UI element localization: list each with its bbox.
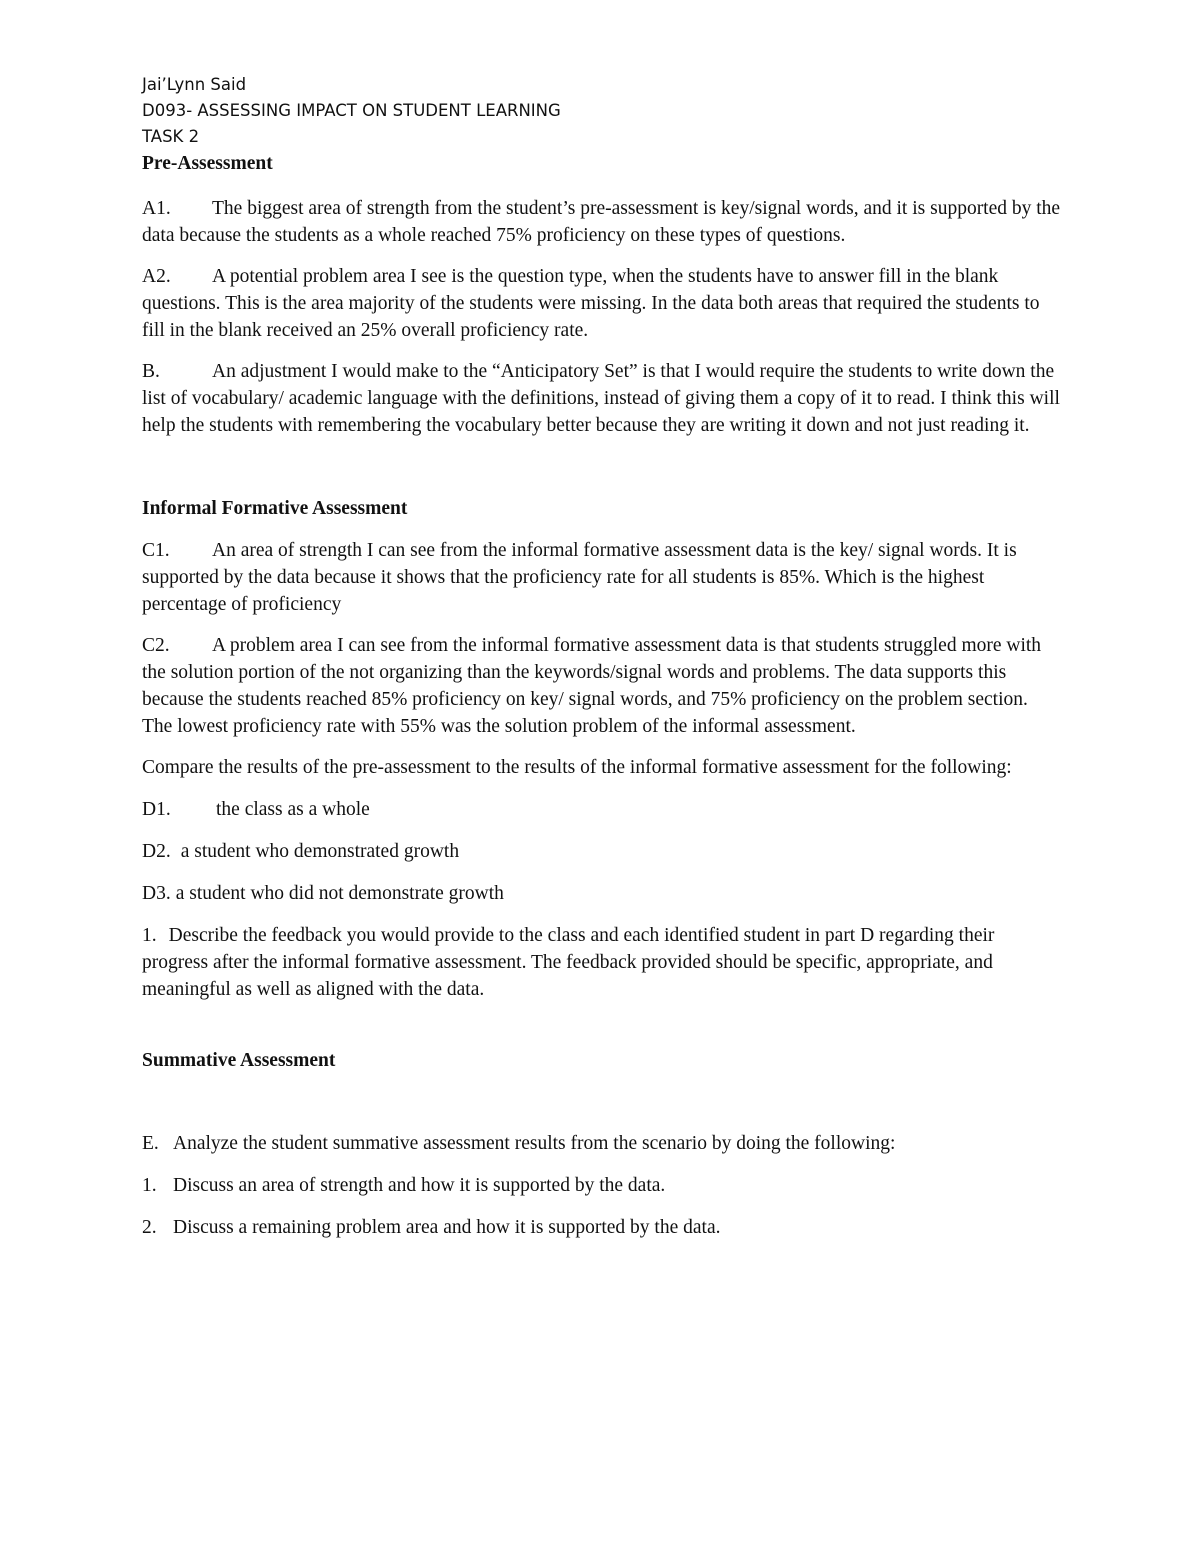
answer-c1-text: An area of strength I can see from the informal formative assessment data is the key/ signal words. It is supported by the data because it shows that the proficiency rate for all students is 85%. Which is the highest percentage of proficiency bbox=[142, 540, 1017, 615]
prompt-e2 bbox=[142, 1214, 1062, 1241]
answer-a1 bbox=[142, 195, 1062, 249]
answer-c2 bbox=[142, 632, 1062, 740]
pre-assessment-heading: Pre-Assessment bbox=[142, 153, 273, 174]
task-number: TASK 2 bbox=[142, 127, 200, 146]
author-name: Jai’Lynn Said bbox=[142, 75, 247, 94]
answer-b-label: B. bbox=[142, 361, 160, 382]
summative-heading: Summative Assessment bbox=[142, 1050, 336, 1071]
prompt-d1 bbox=[142, 796, 1062, 823]
prompt-d3 bbox=[142, 880, 1062, 907]
answer-a1-label: A1. bbox=[142, 198, 171, 219]
prompt-feedback-label: 1. bbox=[142, 925, 157, 946]
prompt-e1-label: 1. bbox=[142, 1175, 157, 1196]
document-body bbox=[142, 72, 1062, 1241]
informal-formative-heading: Informal Formative Assessment bbox=[142, 498, 408, 519]
answer-a2-text: A potential problem area I see is the question type, when the students have to answer fill in the blank questions. This is the area majority of the students were missing. In the data both areas that required the students to fill in the blank received an 25% overall proficiency rate. bbox=[142, 266, 1040, 341]
prompt-feedback bbox=[142, 922, 1062, 1003]
prompt-d2 bbox=[142, 838, 1062, 865]
prompt-d1-label: D1. bbox=[142, 799, 171, 820]
prompt-e1 bbox=[142, 1172, 1062, 1199]
answer-c2-label: C2. bbox=[142, 635, 170, 656]
prompt-e-text: Analyze the student summative assessment results from the scenario by doing the following: bbox=[173, 1133, 896, 1154]
prompt-d3-label: D3. bbox=[142, 883, 171, 904]
compare-prompt: Compare the results of the pre-assessment to the results of the informal formative assessment for the following: bbox=[142, 757, 1012, 778]
answer-a2-label: A2. bbox=[142, 266, 171, 287]
prompt-d2-label: D2. bbox=[142, 841, 171, 862]
answer-a2 bbox=[142, 263, 1062, 344]
prompt-e2-text: Discuss a remaining problem area and how it is supported by the data. bbox=[173, 1217, 721, 1238]
prompt-e-label: E. bbox=[142, 1133, 159, 1154]
answer-b-text: An adjustment I would make to the “Anticipatory Set” is that I would require the students to write down the list of vocabulary/ academic language with the definitions, instead of giving them a copy of it to read. I think this will help the students with remembering the vocabulary better because they are writing it down and not just reading it. bbox=[142, 361, 1060, 436]
answer-b bbox=[142, 358, 1062, 439]
prompt-d3-text: a student who did not demonstrate growth bbox=[175, 883, 504, 904]
answer-c1-label: C1. bbox=[142, 540, 170, 561]
prompt-e1-text: Discuss an area of strength and how it is supported by the data. bbox=[173, 1175, 666, 1196]
prompt-e2-label: 2. bbox=[142, 1217, 157, 1238]
answer-c2-text: A problem area I can see from the informal formative assessment data is that students struggled more with the solution portion of the not organizing than the keywords/signal words and problems. The data supports this because the students reached 85% proficiency on key/ signal words, and 75% proficiency on the problem section. The lowest proficiency rate with 55% was the solution problem of the informal assessment. bbox=[142, 635, 1042, 737]
prompt-d1-text: the class as a whole bbox=[216, 799, 370, 820]
prompt-feedback-text: Describe the feedback you would provide to the class and each identified student in part D regarding their progress after the informal formative assessment. The feedback provided should be specific, appropriate, and meaningful as well as aligned with the data. bbox=[142, 925, 995, 1000]
answer-c1 bbox=[142, 537, 1062, 618]
prompt-d2-text: a student who demonstrated growth bbox=[180, 841, 460, 862]
prompt-e bbox=[142, 1130, 1062, 1157]
course-title: D093- ASSESSING IMPACT ON STUDENT LEARNING bbox=[142, 101, 561, 120]
answer-a1-text: The biggest area of strength from the student’s pre-assessment is key/signal words, and it is supported by the data because the students as a whole reached 75% proficiency on these types of questions. bbox=[142, 198, 1061, 246]
